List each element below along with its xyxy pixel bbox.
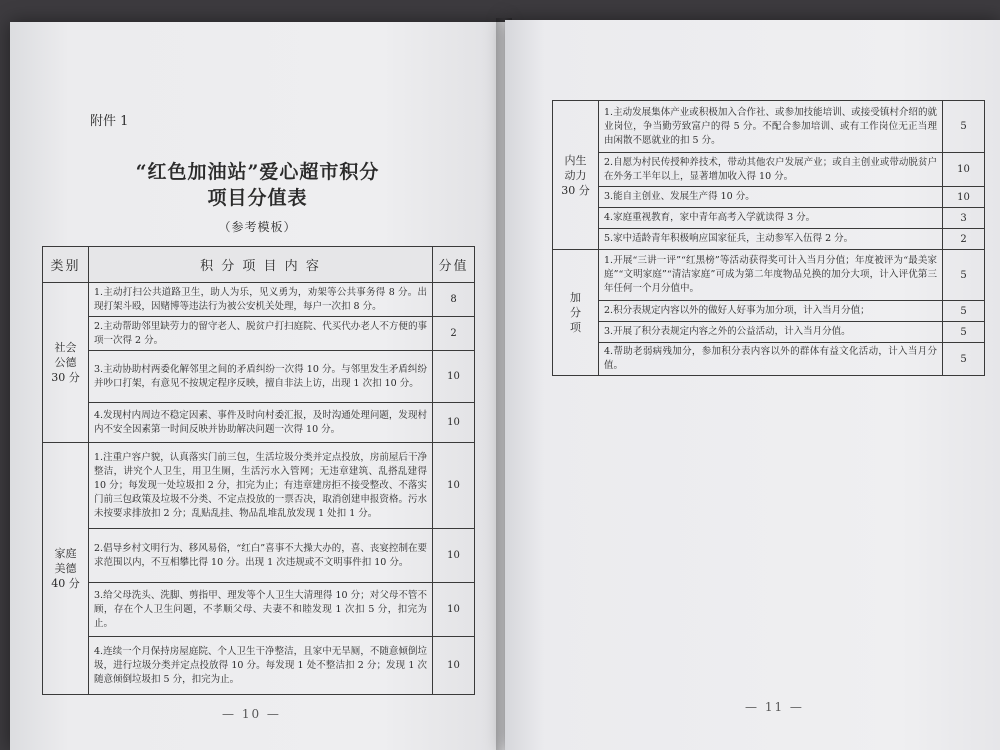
- content-cell: 1.主动发展集体产业或积极加入合作社、或参加技能培训、或接受镇村介绍的就业岗位，争当勤劳致富户的得 5 分。不配合参加培训、或有工作岗位无正当理由闲散不愿就业的扣 5 分。: [599, 101, 943, 153]
- table-row: [553, 250, 985, 301]
- table-header-row: [43, 247, 475, 283]
- table-row: [553, 322, 985, 343]
- score-table-right: [552, 100, 985, 376]
- content-cell: 1.开展“三讲一评”“红黑榜”等活动获得奖可计入当月分值；年度被评为“最美家庭”“文明家庭”“清洁家庭”可成为第二年度物品兑换的加分大项，计入评优第三年任何一个月分值中。: [599, 250, 943, 301]
- table-row: [43, 403, 475, 443]
- page-title-line2: 项目分值表: [207, 187, 308, 209]
- score-cell: 3: [943, 208, 985, 229]
- content-cell: 2.自愿为村民传授种养技术，带动其他农户发展产业；或自主创业或带动脱贫户在外务工半年以上，显著增加收入得 10 分。: [599, 153, 943, 187]
- table-row: [43, 583, 475, 637]
- category-cell: 内生 动力 30 分: [553, 101, 599, 250]
- content-cell: 4.发现村内周边不稳定因素、事件及时向村委汇报，及时沟通处理问题，发现村内不安全因素第一时间反映并协助解决问题一次得 10 分。: [89, 403, 433, 443]
- subtitle: （参考模板）: [218, 220, 297, 234]
- score-cell: 10: [433, 351, 475, 403]
- score-cell: 10: [433, 443, 475, 529]
- page-number-left: — 10 —: [222, 707, 281, 721]
- score-cell: 10: [943, 153, 985, 187]
- right-page: [505, 20, 1000, 750]
- header-score: 分值: [433, 247, 475, 283]
- score-cell: 5: [943, 322, 985, 343]
- content-cell: 3.主动协助村两委化解邻里之间的矛盾纠纷一次得 10 分。与邻里发生矛盾纠纷并吵口打架，有意见不按规定程序反映，擅自非法上访，出现 1 次扣 10 分。: [89, 351, 433, 403]
- score-cell: 5: [943, 101, 985, 153]
- table-row: [43, 351, 475, 403]
- score-table-left: [42, 246, 475, 695]
- content-cell: 2.倡导乡村文明行为、移风易俗，“红白”喜事不大操大办的，喜、丧宴控制在要求范围以内，不互相攀比得 10 分。出现 1 次违规或不文明事件扣 10 分。: [89, 529, 433, 583]
- content-cell: 3.给父母洗头、洗脚、剪指甲、理发等个人卫生大清理得 10 分；对父母不管不顾，存在个人卫生问题，不孝顺父母、夫妻不和睦发现 1 次扣 5 分，扣完为止。: [89, 583, 433, 637]
- content-cell: 2.积分表规定内容以外的做好人好事为加分项，计入当月分值；: [599, 301, 943, 322]
- score-cell: 8: [433, 283, 475, 317]
- attachment-label: 附件 1: [90, 114, 129, 129]
- table-row: [553, 229, 985, 250]
- table-row: [553, 343, 985, 376]
- header-content: 积 分 项 目 内 容: [89, 247, 433, 283]
- score-cell: 5: [943, 301, 985, 322]
- category-cell: 家庭 美德 40 分: [43, 443, 89, 695]
- score-cell: 10: [433, 403, 475, 443]
- score-cell: 2: [433, 317, 475, 351]
- content-cell: 5.家中适龄青年积极响应国家征兵，主动参军入伍得 2 分。: [599, 229, 943, 250]
- table-row: [43, 637, 475, 695]
- content-cell: 4.帮助老弱病残加分，参加积分表内容以外的群体有益文化活动，计入当月分值。: [599, 343, 943, 376]
- table-row: [43, 283, 475, 317]
- score-cell: 2: [943, 229, 985, 250]
- category-cell: 加 分 项: [553, 250, 599, 376]
- score-cell: 10: [433, 583, 475, 637]
- table-row: [43, 529, 475, 583]
- score-cell: 10: [433, 529, 475, 583]
- content-cell: 3.能自主创业、发展生产得 10 分。: [599, 187, 943, 208]
- page-title: “红色加油站”爱心超市积分: [135, 161, 380, 183]
- content-cell: 2.主动帮助邻里缺劳力的留守老人、脱贫户打扫庭院、代买代办老人不方便的事项一次得 2 分。: [89, 317, 433, 351]
- content-cell: 3.开展了积分表规定内容之外的公益活动，计入当月分值。: [599, 322, 943, 343]
- content-cell: 1.主动打扫公共道路卫生，助人为乐，见义勇为，劝架等公共事务得 8 分。出现打架斗殴，因赌博等违法行为被公安机关处理，每户一次扣 8 分。: [89, 283, 433, 317]
- page-number-right: — 11 —: [745, 700, 804, 714]
- score-cell: 5: [943, 250, 985, 301]
- table-row: [553, 153, 985, 187]
- header-category: 类别: [43, 247, 89, 283]
- table-row: [553, 187, 985, 208]
- content-cell: 1.注重户容户貌，认真落实门前三包，生活垃圾分类并定点投放，房前屋后干净整洁，讲究个人卫生，用卫生厕，生活污水入管网；无违章建筑、乱搭乱建得 10 分；每发现一处垃圾扣 2 分，扣完为止；有违章建房拒不接受整改、不落实门前三包政策及垃圾不分类、不定点投放的一票否决，取消创建申报资格。污水未按要求排放扣 2 分；乱贴乱挂、物品乱堆乱放发现 1 处扣 1 分。: [89, 443, 433, 529]
- table-row: [553, 301, 985, 322]
- table-row: [553, 208, 985, 229]
- table-row: [43, 317, 475, 351]
- score-cell: 10: [433, 637, 475, 695]
- score-cell: 5: [943, 343, 985, 376]
- content-cell: 4.连续一个月保持房屋庭院、个人卫生干净整洁，且家中无旱厕，不随意倾倒垃圾，进行垃圾分类并定点投放得 10 分。每发现 1 处不整洁扣 2 分；发现 1 次随意倾倒垃圾扣 5 分，扣完为止。: [89, 637, 433, 695]
- table-row: [43, 443, 475, 529]
- left-page: [10, 22, 505, 750]
- content-cell: 4.家庭重视教育，家中青年高考入学就读得 3 分。: [599, 208, 943, 229]
- table-row: [553, 101, 985, 153]
- category-cell: 社会 公德 30 分: [43, 283, 89, 443]
- score-cell: 10: [943, 187, 985, 208]
